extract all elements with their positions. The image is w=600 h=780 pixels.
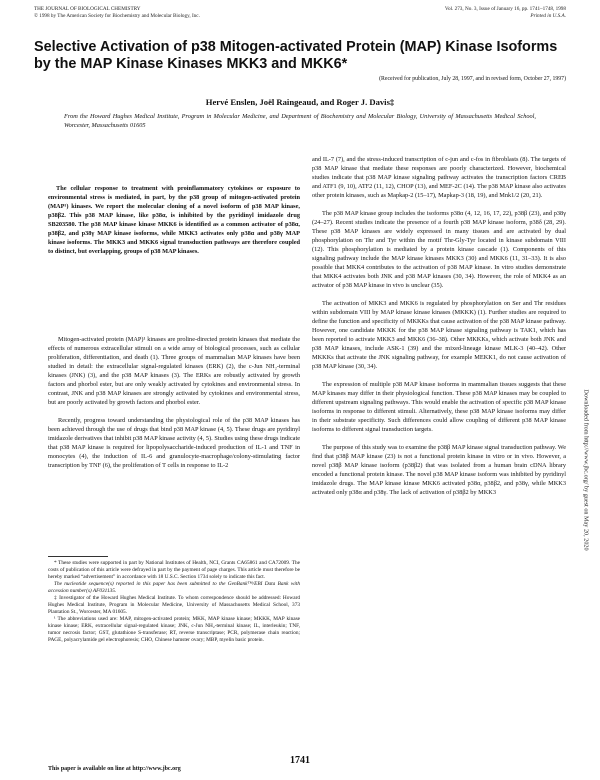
paragraph: The activation of MKK3 and MKK6 is regulated by phosphorylation on Ser and Thr residues within subdomain VIII by MAP kinase kinase kinases (MKKK) (1). Further studies are required to define the function and specificity of MKKKs that cause activation of the p38 MAP kinase pathway. However, one candidate MKKK for the p38 MAP kinase signaling pathway is TAK1, which has been reported to activate MKK3 and MKK6 (36–38). Other MKKKs, which activate both JNK and p38 MAP kinases, include ASK-1 (39) and the mixed-lineage kinase MLK-3 (40–42). Other MKKKs that activate the JNK signaling pathway, for example MEKK1, do not cause activation of p38 MAP kinase (30, 34). <box>312 300 566 370</box>
affiliation: From the Howard Hughes Medical Institute, Program in Molecular Medicine, and Department of Biochemistry and Molecular Biology, University of Massachusetts Medical School, Worcester, Massachusetts 01605 <box>64 113 536 129</box>
footnote: ‡ Investigator of the Howard Hughes Medical Institute. To whom correspondence should be addressed: Howard Hughes Medical Institute, Program in Molecular Medicine, University of Massachusetts Medical School, 373 Plantation St., Worcester, MA 01605. <box>48 595 300 615</box>
volume-line: Vol. 273, No. 3, Issue of January 16, pp. 1741–1748, 1998 <box>444 6 566 12</box>
author-list: Hervé Enslen, Joël Raingeaud, and Roger J. Davis‡ <box>205 97 395 107</box>
paragraph: Mitogen-activated protein (MAP)¹ kinases are proline-directed protein kinases that mediate the effects of numerous extracellular stimuli on a wide array of biological processes, such as cellular proliferation, differentiation, and death (1). Three groups of mammalian MAP kinases have been studied in detail: the extracellular signal-regulated kinases (ERK) (2), the c-Jun NH₂-terminal kinases (JNK) (3), and the p38 MAP kinases (3). The ERKs are robustly activated by growth factors and phorbol ester, but are only weakly activated by cytokines and environmental stress. In contrast, JNK and p38 MAP kinases are strongly activated by cytokines and environmental stress, but are poorly activated by growth factors and phorbol ester. <box>48 336 300 406</box>
footnote: * These studies were supported in part by National Institutes of Health, NCI, Grants CA65861 and CA72009. The costs of publication of this article were defrayed in part by the payment of page charges. This article must therefore be hereby marked “advertisement” in accordance with 18 U.S.C. Section 1734 solely to indicate this fact. <box>48 560 300 580</box>
paragraph: and IL-7 (7), and the stress-induced transcription of c-jun and c-fos in fibroblasts (8). The targets of p38 MAP kinase that mediate these responses are poorly characterized. However, biochemical studies indicate that p38 MAP kinase signaling pathway activates the transcription factors CREB and ATF1 (9, 10), ATF2 (11, 12), CHOP (13), and MEF-2C (14). The p38 MAP kinase also activates other protein kinases, such as Mapkap-2 (15–17), Mapkap-3 (18, 19), and Mnk1/2 (20, 21). <box>312 156 566 199</box>
article-title: Selective Activation of p38 Mitogen-activated Protein (MAP) Kinase Isoforms by the MAP Kinase Kinases MKK3 and MKK6* <box>34 39 558 72</box>
abstract-text: The cellular response to treatment with proinflammatory cytokines or exposure to environmental stress is mediated, in part, by the p38 group of mitogen-activated protein (MAP¹) kinases. We report the molecular cloning of a novel isoform of p38 MAP kinase, p38β2. This p38 MAP kinase, like p38α, is inhibited by the pyridinyl imidazole drug SB203580. The p38 MAP kinase kinase MKK6 is identified as a common activator of p38α, p38β2, and p38γ MAP kinase isoforms, while MKK3 activates only p38α and p38γ MAP kinase isoforms. The MKK3 and MKK6 signal transduction pathways are therefore coupled to distinct, but overlapping, groups of p38 MAP kinases. <box>48 185 300 255</box>
online-availability-note: This paper is available on line at http://www.jbc.org <box>48 766 181 772</box>
footnotes <box>48 560 300 644</box>
paragraph: Recently, progress toward understanding the physiological role of the p38 MAP kinases has been achieved through the use of drugs that bind p38 MAP kinase (4, 5). These drugs are pyridinyl imidazole derivatives that inhibit p38 MAP kinase activity (4, 5). Studies using these drugs indicate that p38 MAP kinase is required for lipopolysaccharide-induced production of IL-1 and TNF in monocytes (4), the induction of IL-6 and granulocyte-macrophage/colony-stimulating factor transcription by TNF (6), the proliferation of T cells in response to IL-2 <box>48 417 300 469</box>
page-number: 1741 <box>290 755 310 766</box>
footnote: The nucleotide sequence(s) reported in this paper has been submitted to the GenBank™/EBI Data Bank with accession number(s) AF031135. <box>48 581 300 594</box>
abstract <box>48 184 300 256</box>
printed-line: Printed in U.S.A. <box>530 12 566 19</box>
footnote-divider <box>48 556 108 557</box>
introduction-left <box>48 335 300 470</box>
paragraph: The p38 MAP kinase group includes the isoforms p38α (4, 12, 16, 17, 22), p38β (23), and p38γ (24–27). Recent studies indicate the presence of a fourth p38 MAP kinase isoform, p38δ (28, 29). These p38 MAP kinases are widely expressed in many tissues and are activated by dual phosphorylation on Thr and Tyr within the motif Thr-Gly-Tyr located in kinase subdomain VIII (12). This phosphorylation is mediated by a protein kinase cascade (1). Components of this signaling pathway include the MAP kinase kinases MKK3 (30) and MKK6 (11, 31–33). It is also possible that MKK4 contributes to the activation of p38 MAP kinase. In vitro studies demonstrate that MKK4 activates both JNK and p38 MAP kinases (30, 34). However, the role of MKK4 as an activator of p38 MAP kinase in vivo is unclear (35). <box>312 210 566 289</box>
body-right-column <box>312 155 566 497</box>
download-watermark: Downloaded from http://www.jbc.org/ by guest on May 20, 2020 <box>582 389 590 551</box>
paragraph: The purpose of this study was to examine the p38β MAP kinase signal transduction pathway. We find that p38β MAP kinase (23) is not a functional protein kinase in vitro or in vivo. However, a novel p38β MAP kinase isoform (p38β2) that was isolated from a human brain cDNA library encoded a functional protein kinase. The novel p38 MAP kinase isoform was inhibited by pyridinyl imidazole drugs. The MAP kinase kinase MKK6 activated p38α, p38β2, and p38γ, while MKK3 activated only p38α and p38γ. The lack of activation of p38β2 by MKK3 <box>312 444 566 496</box>
paragraph: The expression of multiple p38 MAP kinase isoforms in mammalian tissues suggests that these MAP kinases may differ in their physiological function. These p38 MAP kinases may be coupled to different upstream signaling pathways. This would enable the activation of specific p38 MAP kinase isoforms in response to different stimuli. Alternatively, these p38 MAP kinase isoforms may differ in their substrate specificity. Such differences could allow coupling of different p38 MAP kinase isoforms to different signal transduction targets. <box>312 381 566 433</box>
running-header-left <box>34 6 200 19</box>
copyright-line: © 1998 by The American Society for Biochemistry and Molecular Biology, Inc. <box>34 12 200 19</box>
journal-name: THE JOURNAL OF BIOLOGICAL CHEMISTRY <box>34 6 141 12</box>
footnote: ¹ The abbreviations used are: MAP, mitogen-activated protein; MKK, MAP kinase kinase; MKKK, MAP kinase kinase kinase; ERK, extracellular signal-regulated kinase; JNK, c-Jun NH₂-terminal kinase; IL, interleukin; TNF, tumor necrosis factor; GST, glutathione S-transferase; RT, reverse transcriptase; PCR, polymerase chain reaction; PAGE, polyacrylamide gel electrophoresis; CHO, Chinese hamster ovary; MBP, myelin basic protein. <box>48 616 300 643</box>
received-dates: (Received for publication, July 28, 1997, and in revised form, October 27, 1997) <box>379 76 566 82</box>
running-header-right <box>445 6 566 19</box>
